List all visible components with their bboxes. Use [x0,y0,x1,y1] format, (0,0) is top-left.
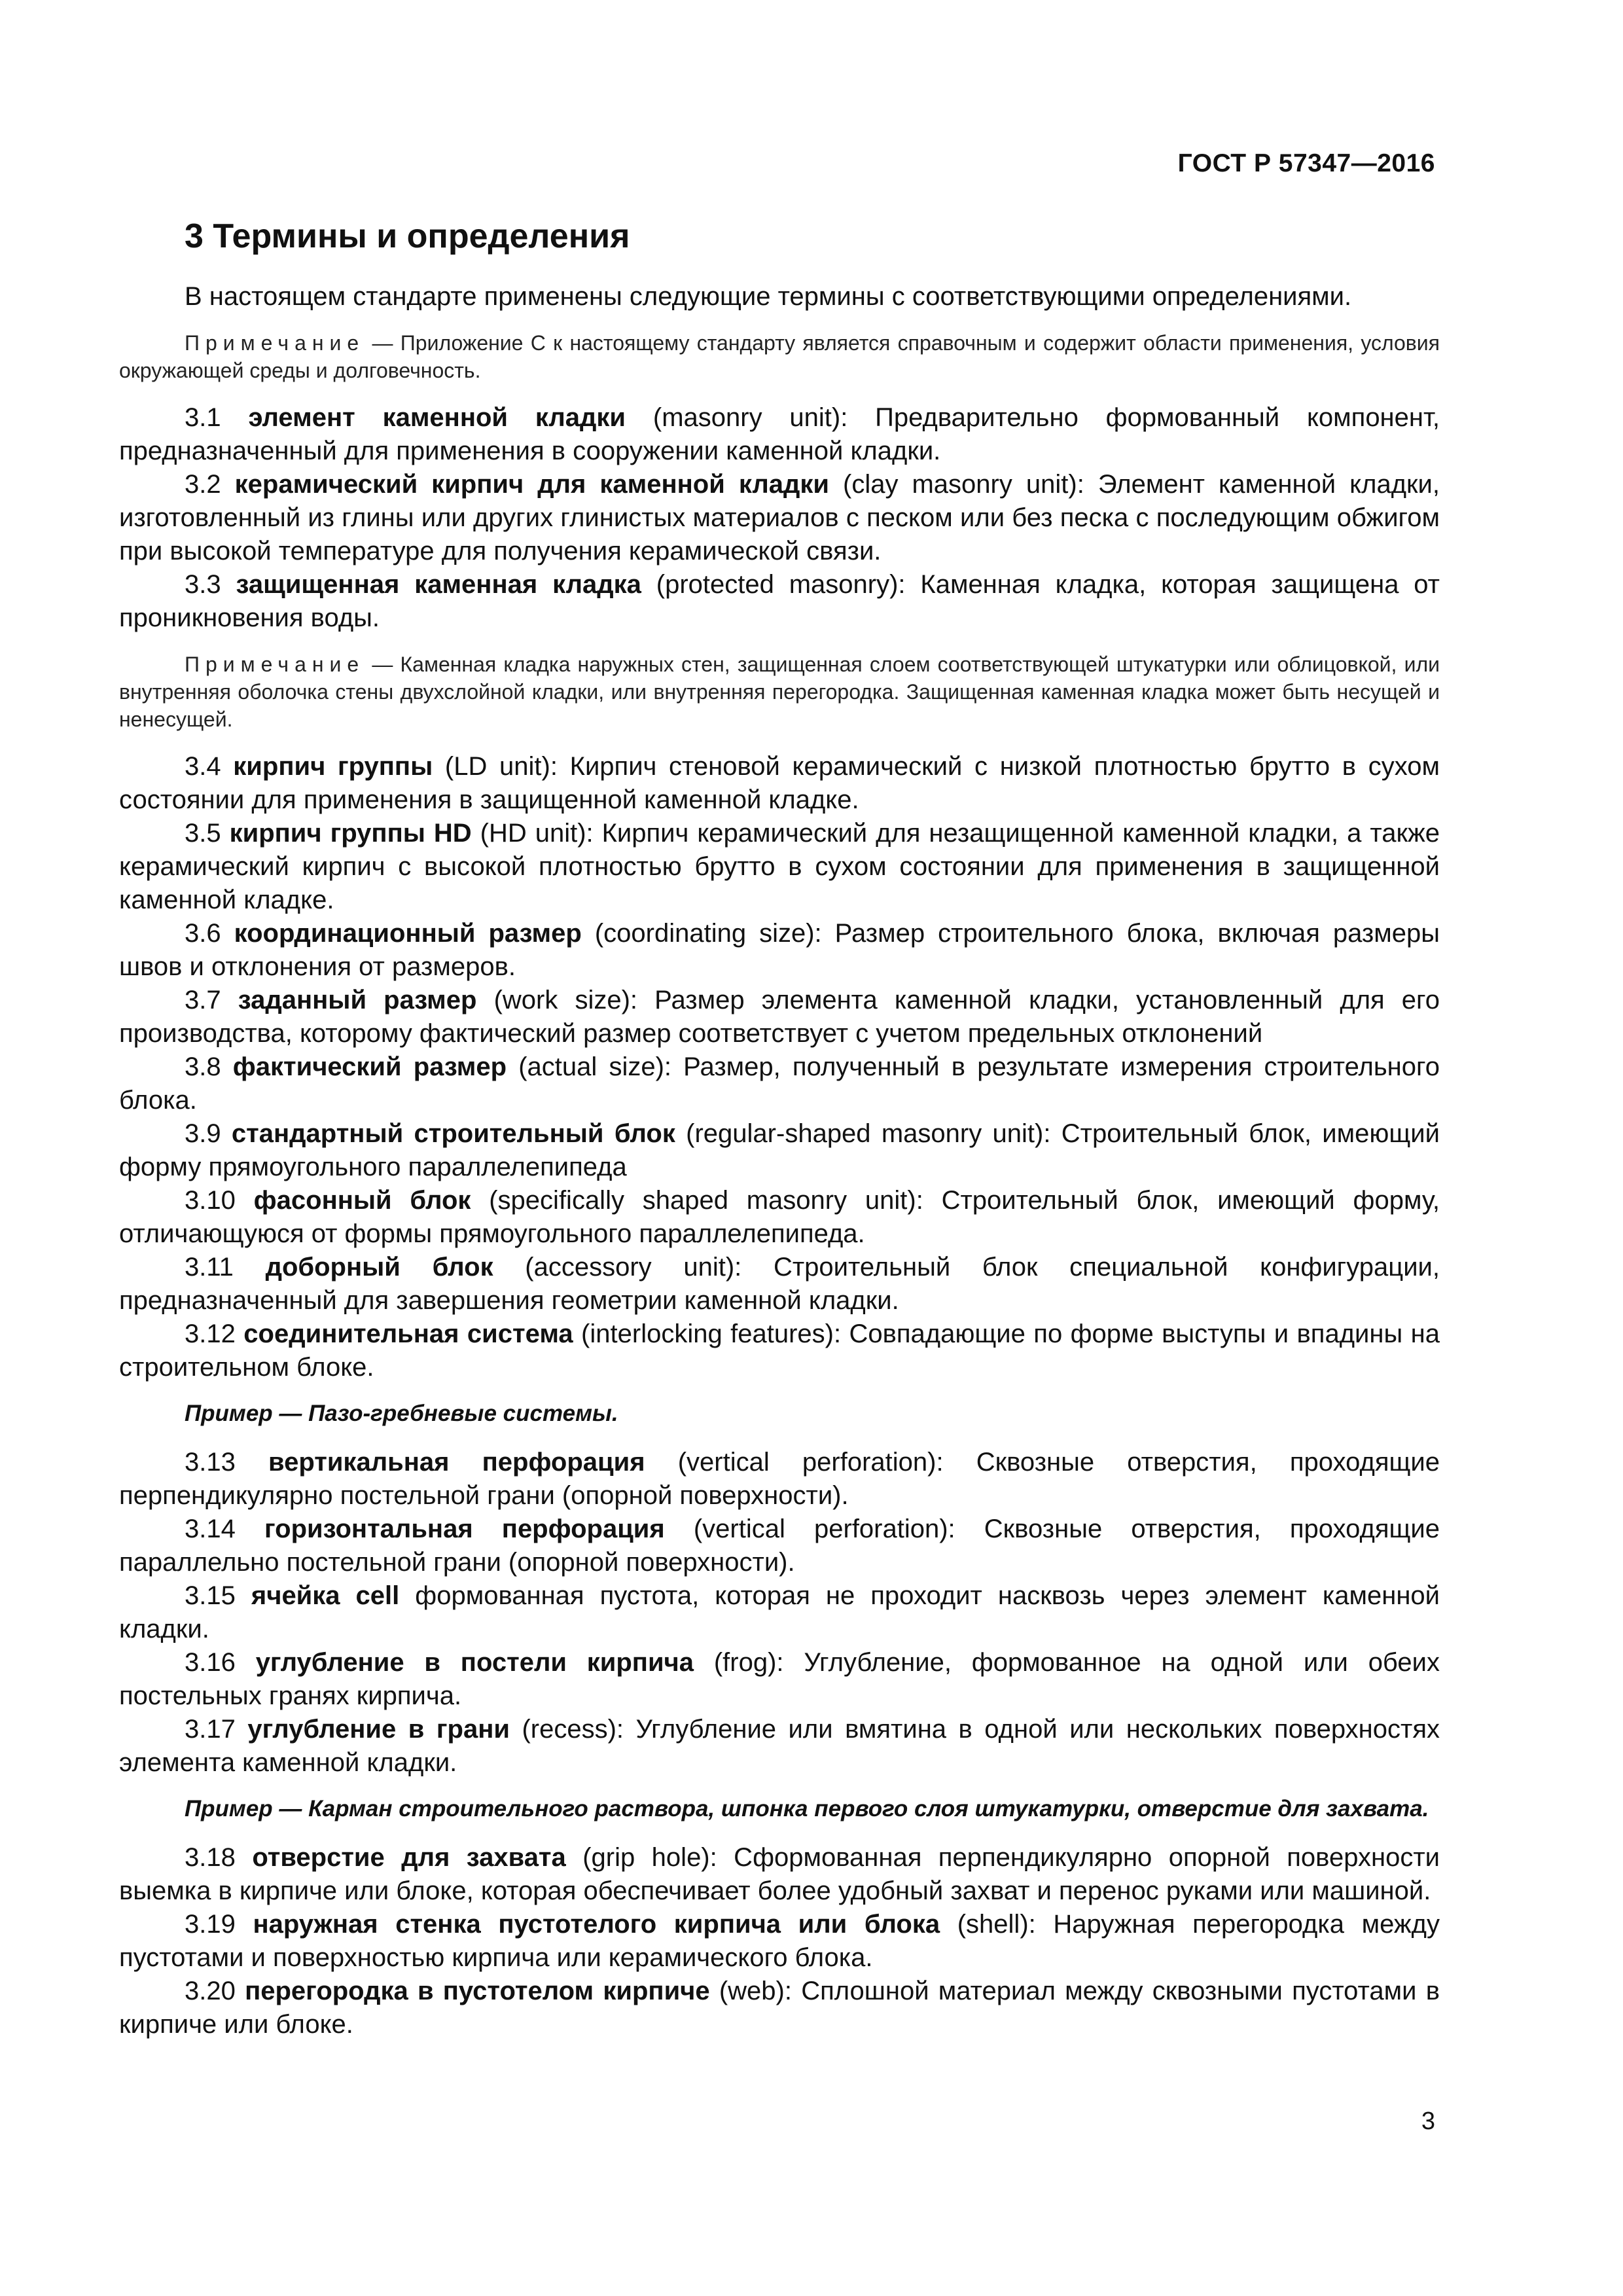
term-3-10 [119,1184,1440,1251]
document-code: ГОСТ Р 57347—2016 [1177,149,1435,177]
term-number: 3.2 [185,470,221,499]
term-number: 3.14 [185,1515,236,1544]
section-intro: В настоящем стандарте применены следующие термины с соответствующими определениями. [185,282,1352,312]
term-definition: (interlocking features): Совпадающие по форме выступы и впадины на строительном блоке. [119,1319,1440,1382]
note-label: Примечание [185,331,365,355]
term-3-2 [119,468,1440,568]
term-definition: (vertical perforation): Сквозные отверстия, проходящие перпендикулярно постельной грани (опорной поверхности). [119,1448,1440,1511]
term-name: перегородка в пустотелом кирпиче [245,1977,710,2006]
term-definition: (grip hole): Сформованная перпендикулярно опорной поверхности выемка в кирпиче или блоке, которая обеспечивает более удобный захват и перенос руками или машиной. [119,1843,1440,1906]
term-definition: (regular-shaped masonry unit): Строительный блок, имеющий форму прямоугольного параллелепипеда [119,1119,1440,1182]
term-definition: (protected masonry): Каменная кладка, которая защищена от проникновения воды. [119,570,1440,633]
term-number: 3.18 [185,1843,236,1873]
term-3-7 [119,984,1440,1050]
term-name: горизонтальная перфорация [264,1515,665,1544]
term-definition: (shell): Наружная перегородка между пустотами и поверхностью кирпича или керамического блока. [119,1910,1440,1973]
term-name: фактический размер [232,1052,507,1082]
term-name: доборный блок [265,1253,493,1282]
term-3-12 [119,1318,1440,1384]
term-number: 3.5 [185,819,221,848]
term-name: наружная стенка пустотелого кирпича или блока [253,1910,940,1939]
term-number: 3.17 [185,1715,236,1744]
term-number: 3.7 [185,986,221,1015]
note-label: Примечание [185,653,365,677]
term-definition: (specifically shaped masonry unit): Строительный блок, имеющий форму, отличающуюся от формы прямоугольного параллелепипеда. [119,1186,1440,1249]
term-number: 3.4 [185,752,221,781]
term-number: 3.1 [185,403,221,433]
term-3-17 [119,1713,1440,1780]
term-name: вертикальная перфорация [268,1448,645,1477]
term-definition: (HD unit): Кирпич керамический для незащищенной каменной кладки, а также керамический кирпич с высокой плотностью брутто в сухом состоянии для применения в защищенной каменной кладке. [119,819,1440,915]
page-number: 3 [1421,2108,1435,2135]
term-name: стандартный строительный блок [231,1119,675,1149]
term-name: фасонный блок [253,1186,471,1215]
term-number: 3.10 [185,1186,236,1215]
term-definition: (actual size): Размер, полученный в результате измерения строительного блока. [119,1052,1440,1115]
term-name: элемент каменной кладки [248,403,626,433]
term-3-9 [119,1117,1440,1184]
term-definition: (masonry unit): Предварительно формованный компонент, предназначенный для применения в сооружении каменной кладки. [119,403,1440,466]
term-3-1 [119,401,1440,468]
term-number: 3.20 [185,1977,236,2006]
term-3-5 [119,817,1440,917]
term-3-13 [119,1446,1440,1513]
term-number: 3.6 [185,919,221,948]
term-number: 3.13 [185,1448,236,1477]
term-number: 3.8 [185,1052,221,1082]
example-1: Пример — Пазо-гребневые системы. [185,1401,618,1427]
term-number: 3.3 [185,570,221,600]
term-3-8 [119,1050,1440,1117]
term-name: углубление в грани [247,1715,510,1744]
term-name: защищенная каменная кладка [236,570,641,600]
term-definition: (vertical perforation): Сквозные отверстия, проходящие параллельно постельной грани (опорной поверхности). [119,1515,1440,1577]
term-3-20 [119,1975,1440,2041]
note-text: — Приложение С к настоящему стандарту является справочным и содержит области применения, условия окружающей среды и долговечность. [119,331,1440,383]
term-number: 3.11 [185,1253,234,1282]
term-number: 3.16 [185,1648,236,1677]
term-name: координационный размер [234,919,582,948]
term-number: 3.12 [185,1319,236,1349]
note-2 [119,651,1440,733]
term-3-6 [119,917,1440,984]
term-name: соединительная система [243,1319,573,1349]
term-3-14 [119,1513,1440,1579]
term-name: кирпич группы HD [229,819,472,848]
term-definition: (web): Сплошной материал между сквозными пустотами в кирпиче или блоке. [119,1977,1440,2039]
term-definition: (work size): Размер элемента каменной кладки, установленный для его производства, которому фактический размер соответствует с учетом предельных отклонений [119,986,1440,1049]
note-text: — Каменная кладка наружных стен, защищенная слоем соответствующей штукатурки или облицовкой, или внутренняя оболочка стены двухслойной кладки, или внутренняя перегородка. Защищенная каменная кладка может быть несущей и ненесущей. [119,653,1440,732]
term-3-3 [119,568,1440,635]
term-3-16 [119,1646,1440,1713]
term-name: керамический кирпич для каменной кладки [234,470,829,499]
term-definition: формованная пустота, которая не проходит насквозь через элемент каменной кладки. [119,1581,1440,1644]
section-title: 3 Термины и определения [185,217,630,255]
note-1 [119,329,1440,384]
term-definition: (accessory unit): Строительный блок специальной конфигурации, предназначенный для завершения геометрии каменной кладки. [119,1253,1440,1316]
term-definition: (recess): Углубление или вмятина в одной или нескольких поверхностях элемента каменной кладки. [119,1715,1440,1778]
term-3-18 [119,1841,1440,1908]
term-name: углубление в постели кирпича [255,1648,694,1677]
term-3-11 [119,1251,1440,1318]
term-name: отверстие для захвата [252,1843,566,1873]
term-number: 3.19 [185,1910,236,1939]
term-definition: (clay masonry unit): Элемент каменной кладки, изготовленный из глины или других глинистых материалов с песком или без песка с последующим обжигом при высокой температуре для получения керамической связи. [119,470,1440,566]
term-name: ячейка cell [251,1581,400,1611]
page-content [119,216,1440,2041]
term-definition: (coordinating size): Размер строительного блока, включая размеры швов и отклонения от размеров. [119,919,1440,982]
term-definition: (frog): Углубление, формованное на одной или обеих постельных гранях кирпича. [119,1648,1440,1711]
term-name: кирпич группы [233,752,433,781]
term-number: 3.15 [185,1581,236,1611]
term-3-4 [119,750,1440,817]
example-2: Пример — Карман строительного раствора, шпонка первого слоя штукатурки, отверстие для захвата. [185,1796,1429,1822]
term-number: 3.9 [185,1119,221,1149]
term-name: заданный размер [238,986,477,1015]
term-3-19 [119,1908,1440,1975]
term-3-15 [119,1579,1440,1646]
term-definition: (LD unit): Кирпич стеновой керамический с низкой плотностью брутто в сухом состоянии для применения в защищенной каменной кладке. [119,752,1440,815]
